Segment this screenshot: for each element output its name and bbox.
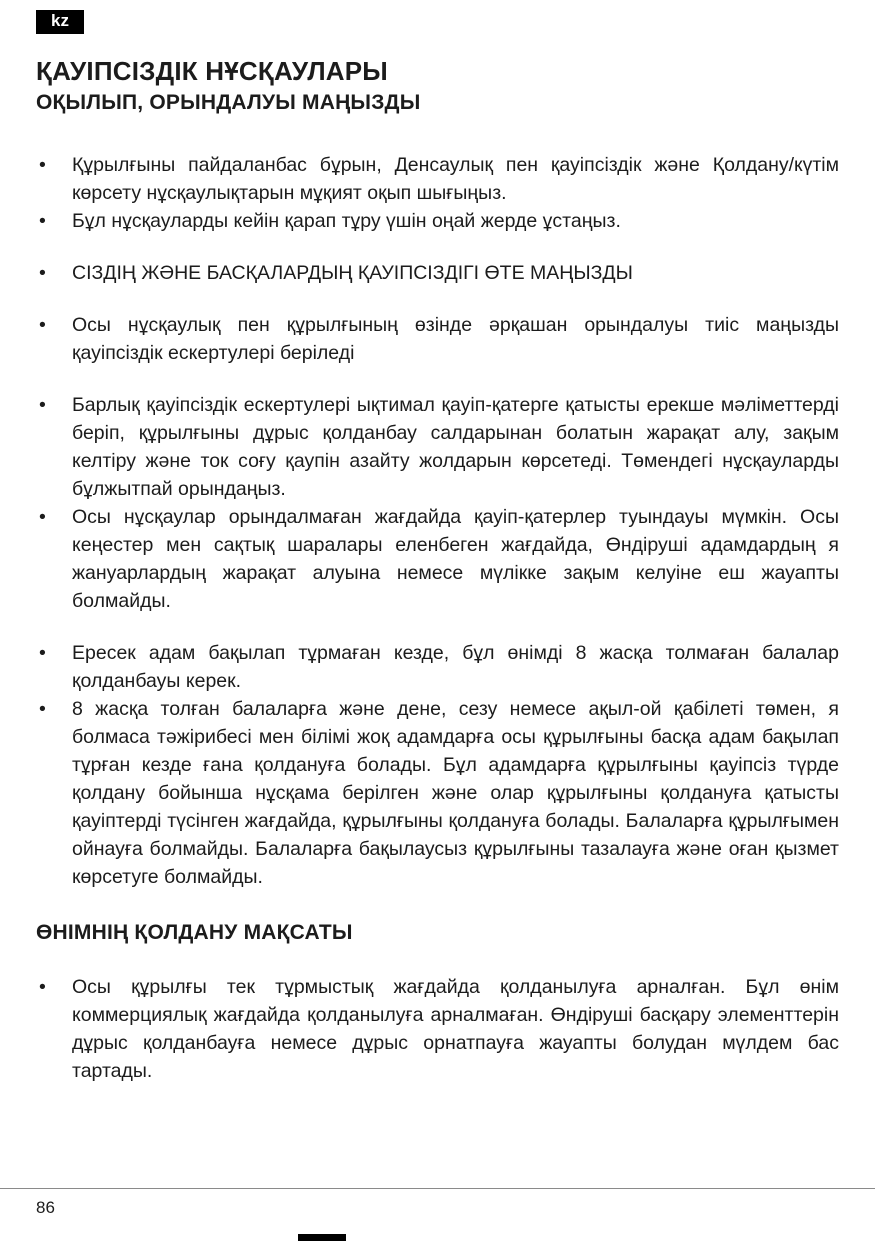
bullet-group — [36, 973, 839, 1085]
bullet-marker: • — [39, 394, 46, 416]
bullet-group — [36, 639, 839, 891]
bullet-item — [36, 259, 839, 287]
bullet-marker: • — [39, 314, 46, 336]
bullet-text: Ересек адам бақылап тұрмаған кезде, бұл өнімді 8 жасқа толмаған балалар қолданбауы керек. — [72, 642, 839, 692]
bullet-item — [36, 503, 839, 615]
safety-bullet-list — [36, 151, 839, 891]
bullet-marker: • — [39, 262, 46, 284]
bullet-group — [36, 151, 839, 235]
bullet-item — [36, 151, 839, 207]
bullet-item — [36, 391, 839, 503]
bullet-item — [36, 973, 839, 1085]
bullet-text: Құрылғыны пайдаланбас бұрын, Денсаулық пен қауіпсіздік және Қолдану/күтім көрсету нұсқаулықтарын мұқият оқып шығыңыз. — [72, 154, 839, 204]
bullet-item — [36, 207, 839, 235]
bullet-marker: • — [39, 154, 46, 176]
bullet-marker: • — [39, 642, 46, 664]
bullet-text: Осы нұсқаулық пен құрылғының өзінде әрқашан орындалуы тиіс маңызды қауіпсіздік ескертулері беріледі — [72, 314, 839, 364]
bullet-text: СІЗДІҢ ЖӘНЕ БАСҚАЛАРДЫҢ ҚАУІПСІЗДІГІ ӨТЕ МАҢЫЗДЫ — [72, 262, 633, 284]
bullet-group — [36, 311, 839, 367]
bullet-item — [36, 695, 839, 891]
language-badge: kz — [36, 10, 84, 34]
bullet-marker: • — [39, 210, 46, 232]
bullet-item — [36, 311, 839, 367]
bullet-group — [36, 391, 839, 615]
bullet-marker: • — [39, 976, 46, 998]
page-subtitle: ОҚЫЛЫП, ОРЫНДАЛУЫ МАҢЫЗДЫ — [36, 91, 421, 114]
bullet-text: 8 жасқа толған балаларға және дене, сезу немесе ақыл-ой қабілеті төмен, я болмаса тәжірибесі мен білімі жоқ адамдарға осы құрылғыны басқа адам бақылап тұрған кезде ғана қолдануға болады. Бұл адамдарға құрылғыны қауіпсіз түрде қолдану бойынша нұсқама берілген және олар құрылғыны қолдануға қатысты қауіптерді түсінген жағдайда, құрылғыны қолдануға болады. Балаларға құрылғымен ойнауға болмайды. Балаларға бақылаусыз құрылғыны тазалауға және оған қызмет көрсетуге болмайды. — [72, 698, 839, 888]
bullet-text: Осы құрылғы тек тұрмыстық жағдайда қолданылуға арналған. Бұл өнім коммерциялық жағдайда қолданылуға арналмаған. Өндіруші басқару элементтерін дұрыс қолданбауға немесе дұрыс орнатпауға жауапты болудан мүлдем бас тартады. — [72, 976, 839, 1082]
intended-use-bullet-list — [36, 973, 839, 1085]
bullet-text: Барлық қауіпсіздік ескертулері ықтимал қауіп-қатерге қатысты ерекше мәліметтерді беріп, құрылғыны дұрыс қолданбау салдарынан болатын жарақат алу, зақым келтіру және ток соғу қаупін азайту жолдарын көрсетеді. Төмендегі нұсқауларды бұлжытпай орындаңыз. — [72, 394, 839, 500]
print-mark — [298, 1234, 346, 1241]
bullet-marker: • — [39, 698, 46, 720]
bullet-marker: • — [39, 506, 46, 528]
page-footer — [0, 1188, 875, 1241]
page-number: 86 — [36, 1198, 55, 1217]
bullet-text: Осы нұсқаулар орындалмаған жағдайда қауіп-қатерлер туындауы мүмкін. Осы кеңестер мен сақтық шаралары еленбеген жағдайда, Өндіруші адамдардың я жануарлардың жарақат алуына немесе мүлікке зақым келуіне еш жауапты болмайды. — [72, 506, 839, 612]
bullet-item — [36, 639, 839, 695]
page-title: ҚАУІПСІЗДІК НҰСҚАУЛАРЫ — [36, 56, 388, 86]
section-title-intended-use: ӨНІМНІҢ ҚОЛДАНУ МАҚСАТЫ — [36, 921, 353, 944]
bullet-group — [36, 259, 839, 287]
bullet-text: Бұл нұсқауларды кейін қарап тұру үшін оңай жерде ұстаңыз. — [72, 210, 621, 232]
